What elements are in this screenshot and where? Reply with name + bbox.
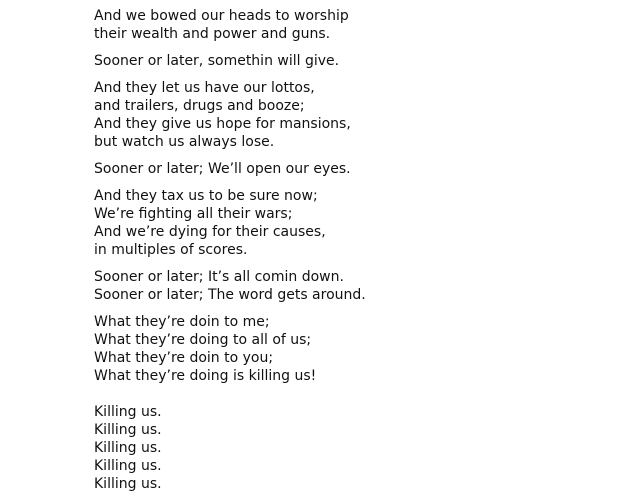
poem-line: Sooner or later, somethin will give. xyxy=(94,53,340,69)
poem-line: Killing us. xyxy=(94,458,162,474)
stanza xyxy=(94,52,614,70)
poem-line: and trailers, drugs and booze; xyxy=(94,98,305,114)
poem-line: Killing us. xyxy=(94,422,162,438)
poem-line: And we’re dying for their causes, xyxy=(94,224,326,240)
poem-line: And they tax us to be sure now; xyxy=(94,188,318,204)
poem-line: in multiples of scores. xyxy=(94,242,248,258)
poem-line: And we bowed our heads to worship xyxy=(94,8,349,24)
poem-line: What they’re doin to me; xyxy=(94,314,270,330)
stanza xyxy=(94,187,614,259)
poem-text xyxy=(94,7,614,493)
poem-line: Killing us. xyxy=(94,404,162,420)
poem-line: Sooner or later; It’s all comin down. xyxy=(94,269,344,285)
stanza xyxy=(94,7,614,43)
poem-line: Sooner or later; We’ll open our eyes. xyxy=(94,161,351,177)
poem-line: What they’re doing to all of us; xyxy=(94,332,312,348)
poem-line: What they’re doing is killing us! xyxy=(94,368,317,384)
stanza xyxy=(94,79,614,151)
poem-line: What they’re doin to you; xyxy=(94,350,274,366)
poem-line: but watch us always lose. xyxy=(94,134,275,150)
poem-line: We’re fighting all their wars; xyxy=(94,206,293,222)
poem-line: Sooner or later; The word gets around. xyxy=(94,287,366,303)
stanza xyxy=(94,313,614,385)
poem-line: And they give us hope for mansions, xyxy=(94,116,351,132)
poem-line: their wealth and power and guns. xyxy=(94,26,331,42)
stanza xyxy=(94,268,614,304)
poem-line: Killing us. xyxy=(94,440,162,456)
poem-line: Killing us. xyxy=(94,476,162,492)
stanza xyxy=(94,403,614,493)
stanza xyxy=(94,160,614,178)
poem-line: And they let us have our lottos, xyxy=(94,80,315,96)
